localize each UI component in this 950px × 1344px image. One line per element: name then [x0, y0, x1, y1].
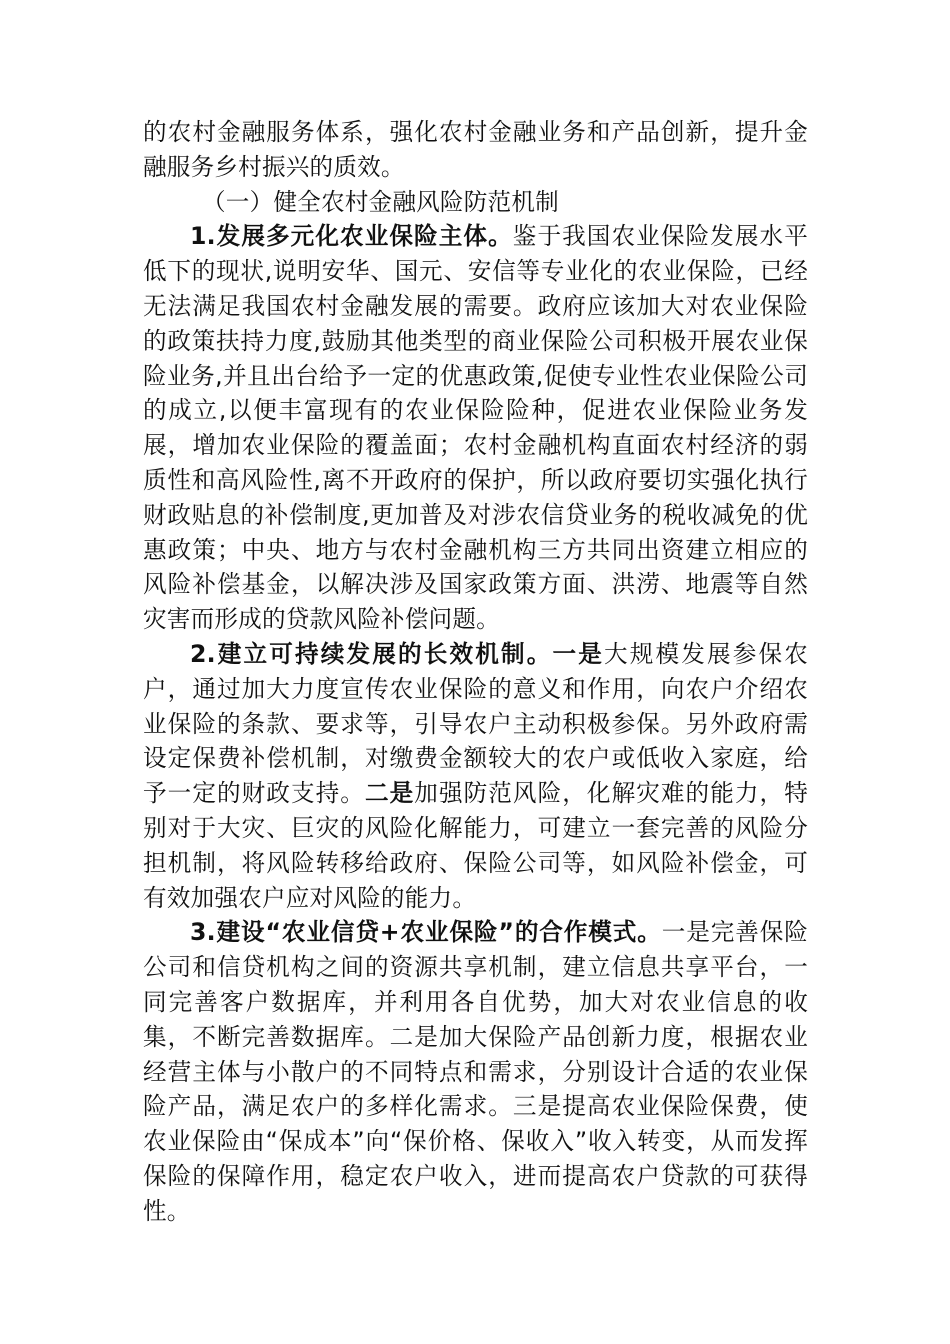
- paragraph-3-heading: 3.建设“农业信贷+农业保险”的合作模式。: [190, 918, 662, 947]
- paragraph-3: [143, 915, 808, 1228]
- paragraph-2-second-label: 二是: [364, 779, 415, 808]
- paragraph-1: [143, 219, 808, 637]
- paragraph-3-body: 一是完善保险公司和信贷机构之间的资源共享机制，建立信息共享平台，一同完善客户数据库，并利用各自优势，加大对农业信息的收集，不断完善数据库。二是加大保险产品创新力度，根据农业经营主体与小散户的不同特点和需求，分别设计合适的农业保险产品，满足农户的多样化需求。三是提高农业保险保费，使农业保险由“保成本”向“保价格、保收入”收入转变，从而发挥保险的保障作用，稳定农户收入，进而提高农户贷款的可获得性。: [143, 918, 808, 1225]
- paragraph-2-second-body: 加强防范风险，化解灾难的能力，特别对于大灾、巨灾的风险化解能力，可建立一套完善的风险分担机制，将风险转移给政府、保险公司等，如风险补偿金，可有效加强农户应对风险的能力。: [143, 779, 808, 912]
- paragraph-2-first-body: 大规模发展参保农户，通过加大力度宣传农业保险的意义和作用，向农户介绍农业保险的条款、要求等，引导农户主动积极参保。另外政府需设定保费补偿机制，对缴费金额较大的农户或低收入家庭，给予一定的财政支持。: [143, 639, 808, 808]
- paragraph-2-first-label: 一是: [552, 639, 604, 668]
- paragraph-2: [143, 637, 808, 915]
- paragraph-1-body: 鉴于我国农业保险发展水平低下的现状,说明安华、国元、安信等专业化的农业保险，已经无法满足我国农村金融发展的需要。政府应该加大对农业保险的政策扶持力度,鼓励其他类型的商业保险公司积极开展农业保险业务,并且出台给予一定的优惠政策,促使专业性农业保险公司的成立,以便丰富现有的农业保险险种，促进农业保险业务发展，增加农业保险的覆盖面；农村金融机构直面农村经济的弱质性和高风险性,离不开政府的保护，所以政府要切实强化执行财政贴息的补偿制度,更加普及对涉农信贷业务的税收减免的优惠政策；中央、地方与农村金融机构三方共同出资建立相应的风险补偿基金，以解决涉及国家政策方面、洪涝、地震等自然灾害而形成的贷款风险补偿问题。: [143, 222, 808, 634]
- intro-text: 的农村金融服务体系，强化农村金融业务和产品创新，提升金融服务乡村振兴的质效。: [143, 118, 808, 181]
- paragraph-2-heading: 2.建立可持续发展的长效机制。: [190, 639, 553, 668]
- section-heading: [143, 185, 808, 220]
- paragraph-1-heading: 1.发展多元化农业保险主体。: [190, 222, 513, 251]
- intro-paragraph: [143, 115, 808, 185]
- section-heading-text: （一）健全农村金融风险防范机制: [202, 187, 559, 216]
- document-page: [143, 115, 808, 1229]
